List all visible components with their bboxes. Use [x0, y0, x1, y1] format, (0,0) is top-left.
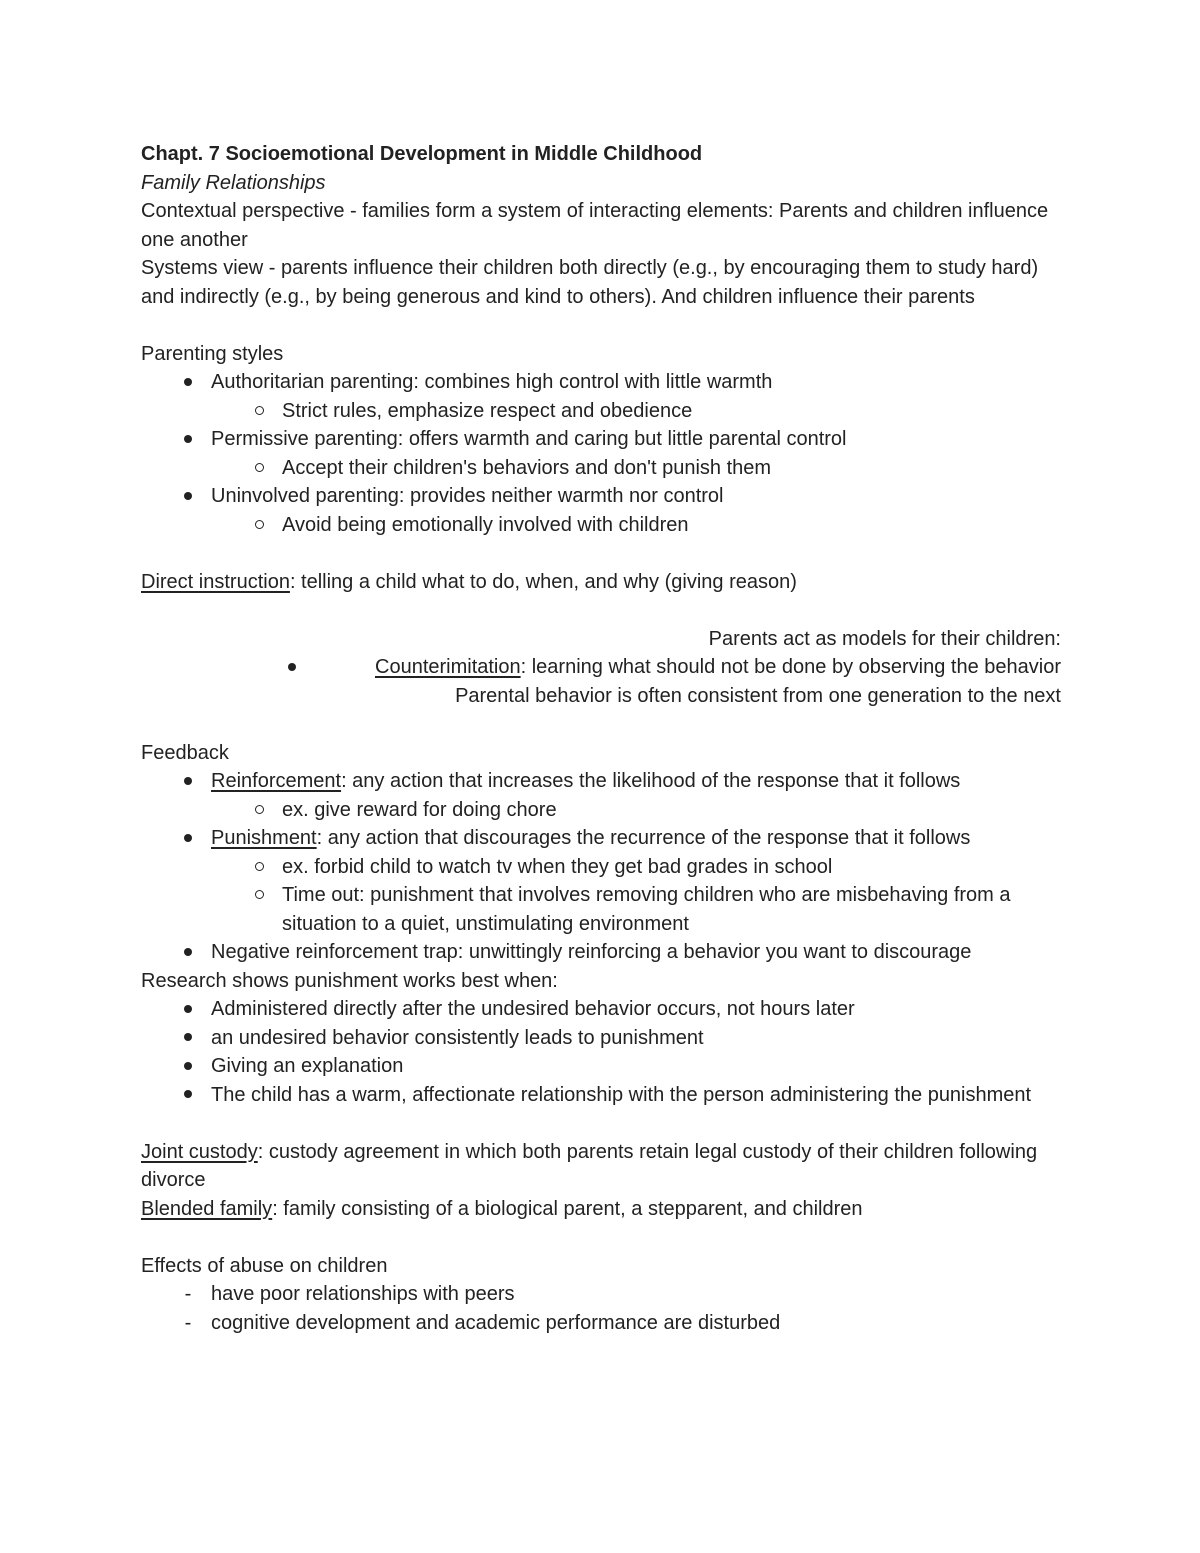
term: Counterimitation — [375, 656, 521, 678]
list-item: The child has a warm, affectionate relationship with the person administering the punishment — [141, 1081, 1061, 1110]
intro-paragraph: Contextual perspective - families form a system of interacting elements: Parents and children influence one another — [141, 200, 1049, 251]
feedback-list — [141, 767, 1061, 967]
direct-instruction-definition: Direct instruction: telling a child what to do, when, and why (giving reason) — [141, 570, 797, 593]
bullet-icon — [178, 368, 198, 397]
section-subtitle: Family Relationships — [141, 171, 326, 194]
bullet-icon — [178, 482, 198, 511]
list-item: Uninvolved parenting: provides neither warmth nor control — [141, 482, 1061, 511]
research-list — [141, 995, 1061, 1109]
feedback-heading: Feedback — [141, 741, 229, 764]
models-line: Parents act as models for their children: — [708, 627, 1061, 650]
list-subitem: Strict rules, emphasize respect and obedience — [141, 397, 1061, 426]
list-item: Authoritarian parenting: combines high control with little warmth — [141, 368, 1061, 397]
list-item: Counterimitation: learning what should not be done by observing the behavior — [141, 653, 1061, 682]
document-page — [141, 140, 1061, 1337]
circle-bullet-icon — [249, 853, 269, 882]
bullet-icon — [178, 1052, 198, 1081]
bullet-icon — [178, 767, 198, 796]
term: Reinforcement — [211, 770, 342, 792]
bullet-icon — [178, 425, 198, 454]
term: Direct instruction — [141, 570, 290, 593]
bullet-icon — [178, 824, 198, 853]
document-title: Chapt. 7 Socioemotional Development in Middle Childhood — [141, 143, 703, 165]
dash-bullet-icon: - — [184, 1311, 192, 1334]
list-item: - have poor relationships with peers — [141, 1280, 1061, 1309]
intro-paragraph: Systems view - parents influence their children both directly (e.g., by encouraging them to study hard) and indirectly (e.g., by being generous and kind to others). And children influence their parents — [141, 257, 1039, 308]
circle-bullet-icon — [249, 397, 269, 426]
bullet-icon — [178, 1081, 198, 1110]
parenting-heading: Parenting styles — [141, 342, 284, 365]
bullet-icon — [178, 1024, 198, 1053]
list-item: Administered directly after the undesired behavior occurs, not hours later — [141, 995, 1061, 1024]
models-list — [141, 653, 1061, 682]
parenting-list — [141, 368, 1061, 539]
list-subitem: Accept their children's behaviors and don't punish them — [141, 454, 1061, 483]
circle-bullet-icon — [249, 454, 269, 483]
circle-bullet-icon — [249, 796, 269, 825]
list-item: Reinforcement: any action that increases the likelihood of the response that it follows — [141, 767, 1061, 796]
dash-bullet-icon: - — [184, 1283, 192, 1305]
blended-family-definition: Blended family: family consisting of a biological parent, a stepparent, and children — [141, 1197, 863, 1220]
circle-bullet-icon — [249, 511, 269, 540]
list-item: Punishment: any action that discourages the recurrence of the response that it follows — [141, 824, 1061, 853]
research-heading: Research shows punishment works best when: — [141, 969, 558, 992]
bullet-icon — [282, 653, 302, 682]
models-line: Parental behavior is often consistent from one generation to the next — [455, 684, 1061, 707]
circle-bullet-icon — [249, 881, 269, 910]
term: Punishment — [211, 827, 317, 849]
list-subitem: ex. give reward for doing chore — [141, 796, 1061, 825]
joint-custody-definition: Joint custody: custody agreement in which both parents retain legal custody of their children following divorce — [141, 1140, 1038, 1191]
list-item: - cognitive development and academic performance are disturbed — [141, 1309, 1061, 1338]
bullet-icon — [178, 995, 198, 1024]
list-subitem: Avoid being emotionally involved with children — [141, 511, 1061, 540]
term: Blended family — [141, 1197, 273, 1220]
list-item: an undesired behavior consistently leads to punishment — [141, 1024, 1061, 1053]
list-item: Giving an explanation — [141, 1052, 1061, 1081]
list-item: Permissive parenting: offers warmth and caring but little parental control — [141, 425, 1061, 454]
term: Joint custody — [141, 1140, 258, 1163]
bullet-icon — [178, 938, 198, 967]
abuse-list — [141, 1280, 1061, 1337]
abuse-heading: Effects of abuse on children — [141, 1254, 388, 1277]
list-subitem: Time out: punishment that involves removing children who are misbehaving from a situation to a quiet, unstimulating environment — [141, 881, 1061, 938]
list-subitem: ex. forbid child to watch tv when they get bad grades in school — [141, 853, 1061, 882]
list-item: Negative reinforcement trap: unwittingly reinforcing a behavior you want to discourage — [141, 938, 1061, 967]
